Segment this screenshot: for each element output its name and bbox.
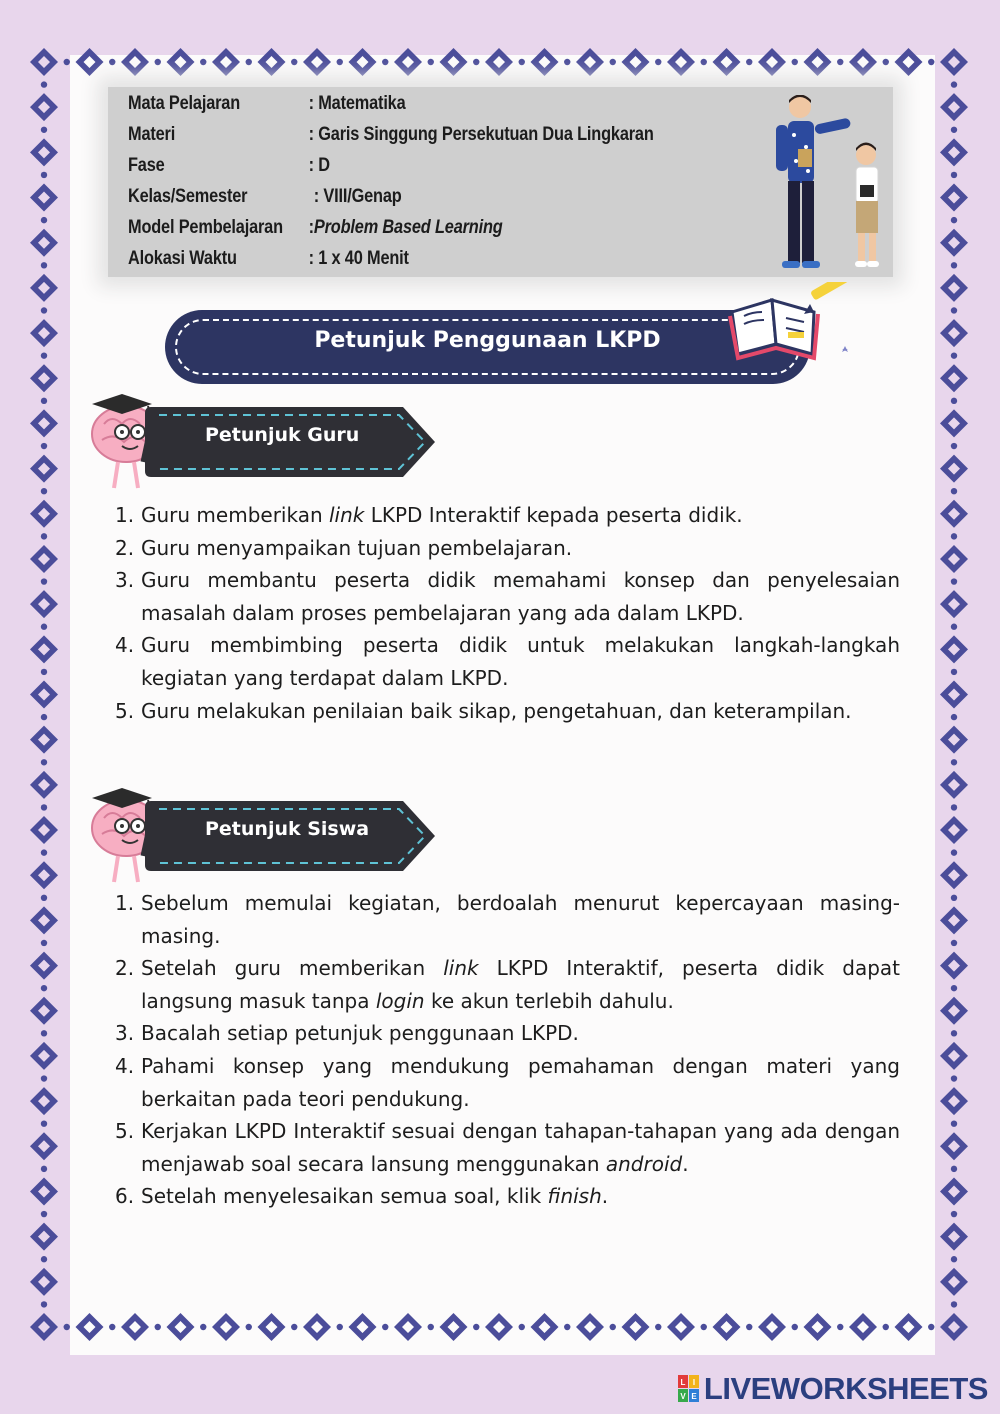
student-instructions-tag [145, 801, 435, 871]
border-diamond [440, 48, 468, 76]
border-diamond [940, 681, 968, 709]
border-dot [951, 81, 957, 87]
list-item: 6. Setelah menyelesaikan semua soal, klik finish. [115, 1184, 609, 1209]
border-diamond [167, 48, 195, 76]
border-dot [41, 940, 47, 946]
border-diamond [940, 93, 968, 121]
border-dot [951, 759, 957, 765]
border-dot [155, 59, 161, 65]
border-dot [291, 1324, 297, 1330]
border-diamond [30, 590, 58, 618]
border-diamond [940, 952, 968, 980]
banner-title: Petunjuk Penggunaan LKPD [314, 328, 661, 353]
border-diamond [30, 229, 58, 257]
border-diamond [394, 48, 422, 76]
info-row-subject: Mata Pelajaran : Matematika [128, 93, 406, 114]
border-dot [382, 59, 388, 65]
border-dot [928, 59, 934, 65]
border-diamond [30, 409, 58, 437]
info-row-phase: Fase : D [128, 155, 330, 176]
border-dot [41, 759, 47, 765]
border-diamond [940, 274, 968, 302]
book-pencil-icon [722, 282, 862, 362]
border-diamond [940, 1177, 968, 1205]
border-diamond [804, 1313, 832, 1341]
list-item: 5. Guru melakukan penilaian baik sikap, pengetahuan, dan keterampilan. [115, 698, 852, 723]
border-dot [655, 1324, 661, 1330]
border-dot [837, 1324, 843, 1330]
border-dot [951, 578, 957, 584]
border-dot [41, 1075, 47, 1081]
teacher-instructions-tag [145, 407, 435, 477]
border-diamond [30, 1268, 58, 1296]
border-diamond [30, 1313, 58, 1341]
border-diamond [940, 455, 968, 483]
border-diamond [622, 48, 650, 76]
list-item: 4. Pahami konsep yang mendukung pemahaman dengan materi yang berkaitan pada teori pendukung. [115, 1053, 900, 1111]
border-diamond [940, 138, 968, 166]
border-dot [41, 81, 47, 87]
border-diamond [667, 48, 695, 76]
border-dot [41, 1120, 47, 1126]
border-dot [41, 127, 47, 133]
border-dot [41, 624, 47, 630]
border-dot [951, 398, 957, 404]
border-diamond [940, 184, 968, 212]
border-dot [792, 1324, 798, 1330]
teacher-student-illustration [758, 95, 898, 280]
border-dot [64, 59, 70, 65]
liveworksheets-logo-icon [678, 1375, 700, 1403]
border-dot [41, 1211, 47, 1217]
border-diamond [30, 319, 58, 347]
border-dot [951, 307, 957, 313]
border-diamond [303, 48, 331, 76]
border-dot [41, 1301, 47, 1307]
border-dot [428, 59, 434, 65]
border-dot [109, 1324, 115, 1330]
list-item: 3. Bacalah setiap petunjuk penggunaan LKPD. [115, 1021, 579, 1046]
border-diamond [30, 455, 58, 483]
border-diamond [30, 500, 58, 528]
teacher-instructions-list [115, 499, 900, 727]
border-diamond [394, 1313, 422, 1341]
border-diamond [30, 681, 58, 709]
border-diamond [30, 726, 58, 754]
border-dot [200, 59, 206, 65]
border-dot [951, 127, 957, 133]
border-diamond [303, 1313, 331, 1341]
border-dot [200, 1324, 206, 1330]
border-diamond [713, 1313, 741, 1341]
border-diamond [167, 1313, 195, 1341]
border-diamond [940, 590, 968, 618]
svg-text:L: L [680, 1378, 686, 1387]
border-dot [41, 849, 47, 855]
border-dot [41, 714, 47, 720]
border-diamond [30, 1087, 58, 1115]
info-row-time: Alokasi Waktu : 1 x 40 Menit [128, 248, 409, 269]
border-diamond [121, 48, 149, 76]
border-dot [951, 443, 957, 449]
border-dot [41, 985, 47, 991]
border-dot [951, 1211, 957, 1217]
border-diamond [349, 48, 377, 76]
border-diamond [485, 1313, 513, 1341]
border-diamond [576, 48, 604, 76]
border-diamond [440, 1313, 468, 1341]
border-diamond [30, 1177, 58, 1205]
border-diamond [30, 545, 58, 573]
border-dot [41, 262, 47, 268]
list-item: 2. Guru menyampaikan tujuan pembelajaran. [115, 535, 573, 560]
border-dot [519, 1324, 525, 1330]
border-diamond [30, 997, 58, 1025]
border-dot [951, 172, 957, 178]
border-dot [41, 352, 47, 358]
border-dot [519, 59, 525, 65]
border-diamond [531, 48, 559, 76]
border-dot [701, 59, 707, 65]
list-item: 5. Kerjakan LKPD Interaktif sesuai dengan tahapan-tahapan yang ada dengan menjawab soal secara lansung menggunakan android. [115, 1119, 900, 1176]
border-dot [41, 1030, 47, 1036]
border-diamond [576, 1313, 604, 1341]
border-diamond [30, 364, 58, 392]
border-dot [109, 59, 115, 65]
border-dot [951, 714, 957, 720]
border-dot [610, 1324, 616, 1330]
border-dot [951, 1075, 957, 1081]
border-diamond [212, 48, 240, 76]
border-diamond [940, 48, 968, 76]
border-dot [41, 533, 47, 539]
border-diamond [30, 635, 58, 663]
border-dot [951, 895, 957, 901]
border-diamond [849, 1313, 877, 1341]
border-dot [382, 1324, 388, 1330]
border-dot [41, 172, 47, 178]
list-item: 1. Guru memberikan link LKPD Interaktif kepada peserta didik. [115, 503, 743, 527]
border-diamond [940, 861, 968, 889]
border-diamond [30, 93, 58, 121]
watermark-text: LIVEWORKSHEETS [703, 1371, 988, 1406]
border-dot [883, 1324, 889, 1330]
border-diamond [212, 1313, 240, 1341]
border-dot [951, 488, 957, 494]
border-dot [837, 59, 843, 65]
border-diamond [30, 1042, 58, 1070]
border-diamond [940, 726, 968, 754]
border-diamond [895, 48, 923, 76]
border-diamond [30, 1132, 58, 1160]
border-diamond [940, 229, 968, 257]
border-dot [41, 669, 47, 675]
border-diamond [713, 48, 741, 76]
border-dot [655, 59, 661, 65]
border-dot [41, 895, 47, 901]
border-dot [41, 217, 47, 223]
border-dot [428, 1324, 434, 1330]
border-dot [291, 59, 297, 65]
list-item: 3. Guru membantu peserta didik memahami konsep dan penyelesaian masalah dalam proses pembelajaran yang ada dalam LKPD. [115, 568, 900, 625]
student-instructions-title: Petunjuk Siswa [205, 818, 370, 840]
border-diamond [30, 1223, 58, 1251]
border-diamond [940, 816, 968, 844]
border-diamond [940, 1087, 968, 1115]
border-dot [951, 533, 957, 539]
border-dot [746, 59, 752, 65]
border-dot [951, 217, 957, 223]
border-dot [792, 59, 798, 65]
border-dot [337, 1324, 343, 1330]
border-dot [951, 804, 957, 810]
border-dot [41, 578, 47, 584]
lkpd-instructions-banner [165, 310, 810, 384]
border-dot [155, 1324, 161, 1330]
border-diamond [895, 1313, 923, 1341]
border-diamond [940, 997, 968, 1025]
border-diamond [30, 274, 58, 302]
border-dot [951, 1030, 957, 1036]
info-row-model: Model Pembelajaran :Problem Based Learning [128, 217, 503, 238]
border-dot [951, 1256, 957, 1262]
border-dot [41, 398, 47, 404]
border-diamond [76, 1313, 104, 1341]
border-dot [41, 488, 47, 494]
border-diamond [758, 1313, 786, 1341]
border-diamond [940, 1042, 968, 1070]
border-dot [951, 940, 957, 946]
border-dot [64, 1324, 70, 1330]
svg-text:V: V [680, 1392, 686, 1401]
border-dot [701, 1324, 707, 1330]
border-dot [951, 985, 957, 991]
border-dot [41, 1166, 47, 1172]
border-dot [41, 307, 47, 313]
border-diamond [940, 500, 968, 528]
border-dot [610, 59, 616, 65]
border-diamond [940, 771, 968, 799]
border-diamond [940, 1313, 968, 1341]
border-diamond [485, 48, 513, 76]
border-diamond [804, 48, 832, 76]
border-diamond [940, 1268, 968, 1296]
border-diamond [121, 1313, 149, 1341]
border-dot [951, 624, 957, 630]
border-diamond [30, 771, 58, 799]
info-row-material: Materi : Garis Singgung Persekutuan Dua Lingkaran [128, 124, 654, 145]
border-dot [41, 804, 47, 810]
border-dot [951, 1166, 957, 1172]
border-dot [951, 849, 957, 855]
border-diamond [30, 906, 58, 934]
border-dot [41, 443, 47, 449]
border-dot [41, 1256, 47, 1262]
border-diamond [940, 906, 968, 934]
border-diamond [30, 861, 58, 889]
border-diamond [622, 1313, 650, 1341]
border-dot [951, 1120, 957, 1126]
border-diamond [940, 319, 968, 347]
teacher-instructions-title: Petunjuk Guru [205, 424, 360, 446]
border-dot [951, 262, 957, 268]
border-dot [246, 1324, 252, 1330]
border-diamond [30, 48, 58, 76]
border-diamond [758, 48, 786, 76]
border-diamond [349, 1313, 377, 1341]
border-diamond [940, 364, 968, 392]
border-diamond [258, 48, 286, 76]
border-diamond [940, 545, 968, 573]
border-dot [337, 59, 343, 65]
border-dot [564, 1324, 570, 1330]
border-dot [951, 669, 957, 675]
info-row-class: Kelas/Semester : VIII/Genap [128, 186, 402, 207]
border-dot [746, 1324, 752, 1330]
border-diamond [30, 184, 58, 212]
border-diamond [531, 1313, 559, 1341]
border-dot [473, 59, 479, 65]
border-diamond [940, 409, 968, 437]
svg-text:E: E [691, 1392, 697, 1401]
svg-text:I: I [692, 1378, 696, 1387]
border-diamond [849, 48, 877, 76]
border-diamond [940, 1223, 968, 1251]
liveworksheets-watermark [678, 1372, 988, 1406]
border-dot [928, 1324, 934, 1330]
border-diamond [30, 138, 58, 166]
border-dot [951, 352, 957, 358]
border-diamond [76, 48, 104, 76]
border-diamond [667, 1313, 695, 1341]
border-dot [564, 59, 570, 65]
list-item: 4. Guru membimbing peserta didik untuk melakukan langkah-langkah kegiatan yang terdapat dalam LKPD. [115, 633, 900, 690]
border-dot [246, 59, 252, 65]
border-diamond [940, 635, 968, 663]
border-diamond [940, 1132, 968, 1160]
subject-info-box [108, 87, 893, 277]
border-diamond [30, 952, 58, 980]
student-instructions-list [115, 887, 900, 1213]
border-diamond [258, 1313, 286, 1341]
border-dot [883, 59, 889, 65]
list-item: 1. Sebelum memulai kegiatan, berdoalah menurut kepercayaan masing-masing. [115, 891, 900, 948]
border-dot [951, 1301, 957, 1307]
border-diamond [30, 816, 58, 844]
list-item: 2. Setelah guru memberikan link LKPD Interaktif, peserta didik dapat langsung masuk tanpa login ke akun terlebih dahulu. [115, 956, 901, 1013]
border-dot [473, 1324, 479, 1330]
